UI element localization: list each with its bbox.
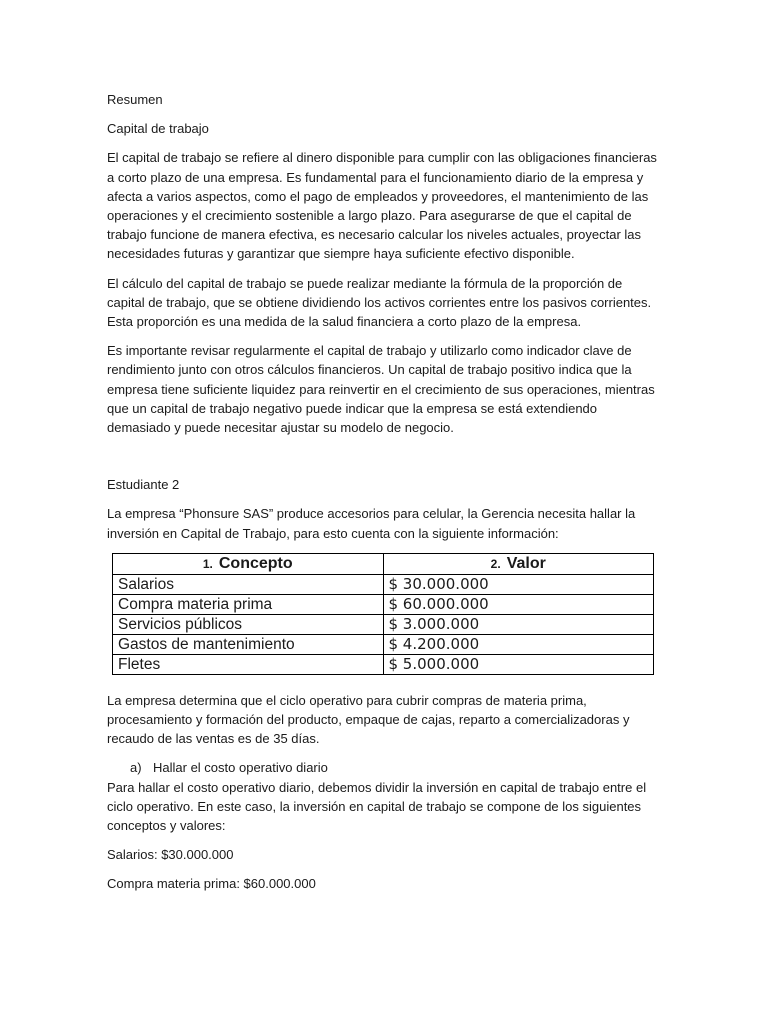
cell-valor: $ 3.000.000 [383,614,654,634]
paragraph-company-intro: La empresa “Phonsure SAS” produce accesorios para celular, la Gerencia necesita hallar la inversión en Capital de Trabajo, para esto cuenta con la siguiente información: [107,506,636,541]
list-item-a [107,758,663,777]
column-number: 1. [202,556,213,571]
cell-concepto: Gastos de mantenimiento [113,634,384,654]
heading-capital-de-trabajo: Capital de trabajo [107,121,209,137]
concepts-table [112,553,654,675]
list-item-label: Hallar el costo operativo diario [153,760,328,776]
cell-valor: $ 4.200.000 [383,634,654,654]
cell-valor: $ 60.000.000 [383,594,654,614]
column-number: 2. [490,556,501,571]
paragraph-operating-cycle: La empresa determina que el ciclo operativo para cubrir compras de materia prima, procesamiento y formación del producto, empaque de cajas, reparto a comercializadoras y recaudo de las ventas es de 35 días. [107,692,630,747]
cell-concepto: Fletes [113,654,384,674]
document-body [107,90,663,904]
cell-concepto: Salarios [113,574,384,594]
cell-valor: $ 5.000.000 [383,654,654,674]
section-title-resumen: Resumen [107,92,163,107]
heading-estudiante: Estudiante 2 [107,477,180,493]
column-label: Concepto [218,554,293,572]
line-salarios: Salarios: $30.000.000 [107,847,234,863]
cell-concepto: Compra materia prima [113,594,384,614]
spacer [107,447,663,475]
line-compra-materia-prima: Compra materia prima: $60.000.000 [107,876,316,892]
table-row [113,594,654,614]
paragraph-calculation: El cálculo del capital de trabajo se puede realizar mediante la fórmula de la proporción de capital de trabajo, que se obtiene dividiendo los activos corrientes entre los pasivos corrientes. Esta proporción es una medida de la salud financiera a corto plazo de la empresa. [107,275,652,330]
column-header-concepto [113,553,384,574]
paragraph-daily-cost: Para hallar el costo operativo diario, debemos dividir la inversión en capital de trabajo entre el ciclo operativo. En este caso, la inversión en capital de trabajo se compone de los siguientes conceptos y valores: [107,779,647,834]
table-row [113,574,654,594]
table-row [113,614,654,634]
cell-valor: $ 30.000.000 [383,574,654,594]
paragraph-importance: Es importante revisar regularmente el capital de trabajo y utilizarlo como indicador clave de rendimiento junto con otros cálculos financieros. Un capital de trabajo positivo indica que la empresa tiene suficiente liquidez para reinvertir en el crecimiento de sus operaciones, mientras que un capital de trabajo negativo puede indicar que la empresa se está extendiendo demasiado y puede necesitar ajustar su modelo de negocio. [107,343,655,436]
table-row [113,634,654,654]
list-marker: a) [130,760,142,776]
column-header-valor [383,553,654,574]
column-label: Valor [506,554,546,572]
table-row [113,654,654,674]
paragraph-definition: El capital de trabajo se refiere al dinero disponible para cumplir con las obligaciones financieras a corto plazo de una empresa. Es fundamental para el funcionamiento diario de la empresa y afecta a varios aspectos, como el pago de empleados y proveedores, el mantenimiento de las operaciones y el crecimiento sostenible a largo plazo. Para asegurarse de que el capital de trabajo funcione de manera efectiva, es necesario calcular los niveles actuales, proyectar las necesidades futuras y garantizar que siempre haya suficiente efectivo disponible. [107,150,657,262]
cell-concepto: Servicios públicos [113,614,384,634]
table-header-row [113,553,654,574]
